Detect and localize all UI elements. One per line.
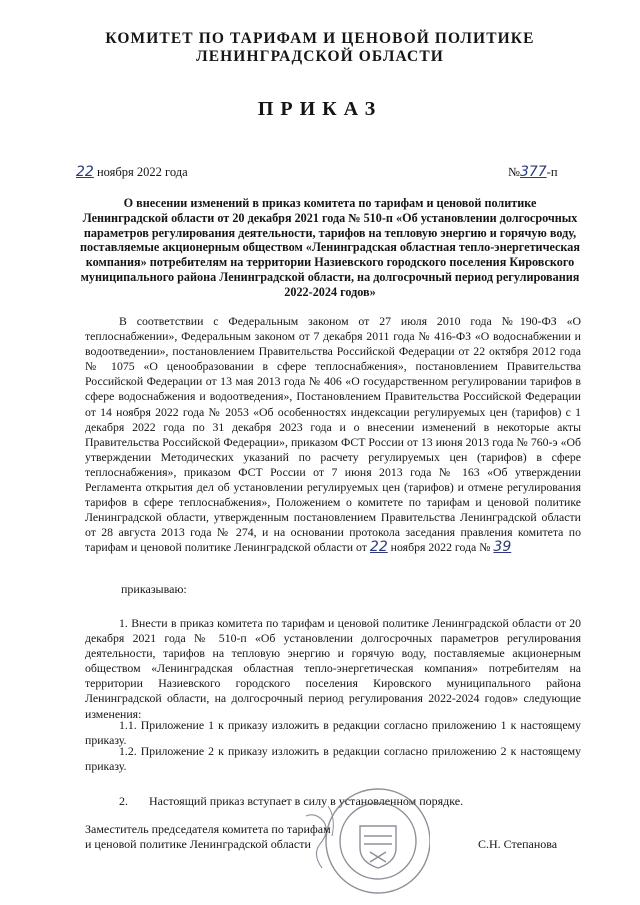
preamble-paragraph xyxy=(85,314,581,556)
order-date xyxy=(76,164,188,180)
signatory-position-line2: и ценовой политике Ленинградской области xyxy=(85,837,311,852)
signatory-position xyxy=(85,822,331,852)
handwritten-protocol-number: 39 xyxy=(493,539,512,556)
signatory-name: С.Н. Степанова xyxy=(478,837,558,851)
signatory-position-line1: Заместитель председателя комитета по тарифам xyxy=(85,822,331,836)
committee-name-line2: ЛЕНИНГРАДСКОЙ ОБЛАСТИ xyxy=(196,48,444,65)
item-1-1-paragraph: 1.1. Приложение 1 к приказу изложить в редакции согласно приложению 1 к настоящему приказу. xyxy=(85,718,581,748)
number-suffix: -п xyxy=(546,165,558,179)
item-2-paragraph: 2. Настоящий приказ вступает в силу в установленном порядке. xyxy=(119,794,464,808)
handwritten-day: 22 xyxy=(76,164,94,180)
decree-word: приказываю: xyxy=(121,582,187,596)
date-text: ноября 2022 года xyxy=(93,165,188,179)
item-1-2-paragraph: 1.2. Приложение 2 к приказу изложить в редакции согласно приложению 2 к настоящему приказу. xyxy=(85,744,581,774)
preamble-tail: ноября 2022 года № xyxy=(387,540,494,555)
preamble-text: В соответствии с Федеральным законом от 27 июля 2010 года №190-ФЗ «О теплоснабжении», Федеральным законом от 7 декабря 2011 года № 416-ФЗ «О водоснабжении и водоотведении», постановлением Правительства Российской Федерации от 22 октября 2012 года № 1075 «О ценообразовании в сфере теплоснабжения», постановлением Правительства Российской Федерации от 13 мая 2013 года № 406 «О государственном регулировании тарифов в сфере водоснабжения и водоотведения», Постановлением Правительства Российской Федерации от 14 ноября 2022 года № 2053 «Об особенностях индексации регулируемых цен (тарифов) с 1 декабря 2022 года по 31 декабря 2023 года и о внесении изменений в некоторые акты Правительства Российской Федерации», приказом ФСТ России от 13 июня 2013 года № 760-э «Об утверждении Методических указаний по расчету регулируемых цен (тарифов) в сфере теплоснабжения», приказом ФСТ России от 7 июня 2013 года № 163 «Об утверждении Регламента открытия дел об установлении регулируемых цен (тарифов) и отмене регулирования тарифов в сфере теплоснабжения», Положением о комитете по тарифам и ценовой политике Ленинградской области, утвержденным постановлением Правительства Ленинградской области от 28 августа 2013 года № 274, и на основании протокола заседания правления комитета по тарифам и ценовой политике Ленинградской области от xyxy=(85,314,581,555)
handwritten-protocol-day: 22 xyxy=(369,539,388,556)
order-title: ПРИКАЗ xyxy=(257,98,383,120)
number-prefix: № xyxy=(508,165,520,179)
handwritten-number: 377 xyxy=(519,164,547,180)
committee-header xyxy=(0,30,640,66)
item-1-paragraph: 1. Внести в приказ комитета по тарифам и ценовой политике Ленинградской области от 20 декабря 2021 года № 510-п «Об установлении долгосрочных параметров регулирования деятельности, тарифов на тепловую энергию и горячую воду, поставляемые акционерным обществом «Ленинградская областная тепло-энергетическая компания» потребителям на территории Назиевского городского поселения Кировского муниципального района Ленинградской области, на долгосрочный период регулирования 2022-2024 годов» следующие изменения: xyxy=(85,616,581,721)
order-subject: О внесении изменений в приказ комитета по тарифам и ценовой политике Ленинградской области от 20 декабря 2021 года № 510-п «Об установлении долгосрочных параметров регулирования деятельности, тарифов на тепловую энергию и горячую воду, поставляемые акционерным обществом «Ленинградская областная тепло-энергетическая компания» потребителям на территории Назиевского городского поселения Кировского муниципального района Ленинградской области, на долгосрочный период регулирования 2022-2024 годов» xyxy=(80,196,580,299)
committee-name-line1: КОМИТЕТ ПО ТАРИФАМ И ЦЕНОВОЙ ПОЛИТИКЕ xyxy=(105,30,535,47)
order-number xyxy=(508,164,558,180)
